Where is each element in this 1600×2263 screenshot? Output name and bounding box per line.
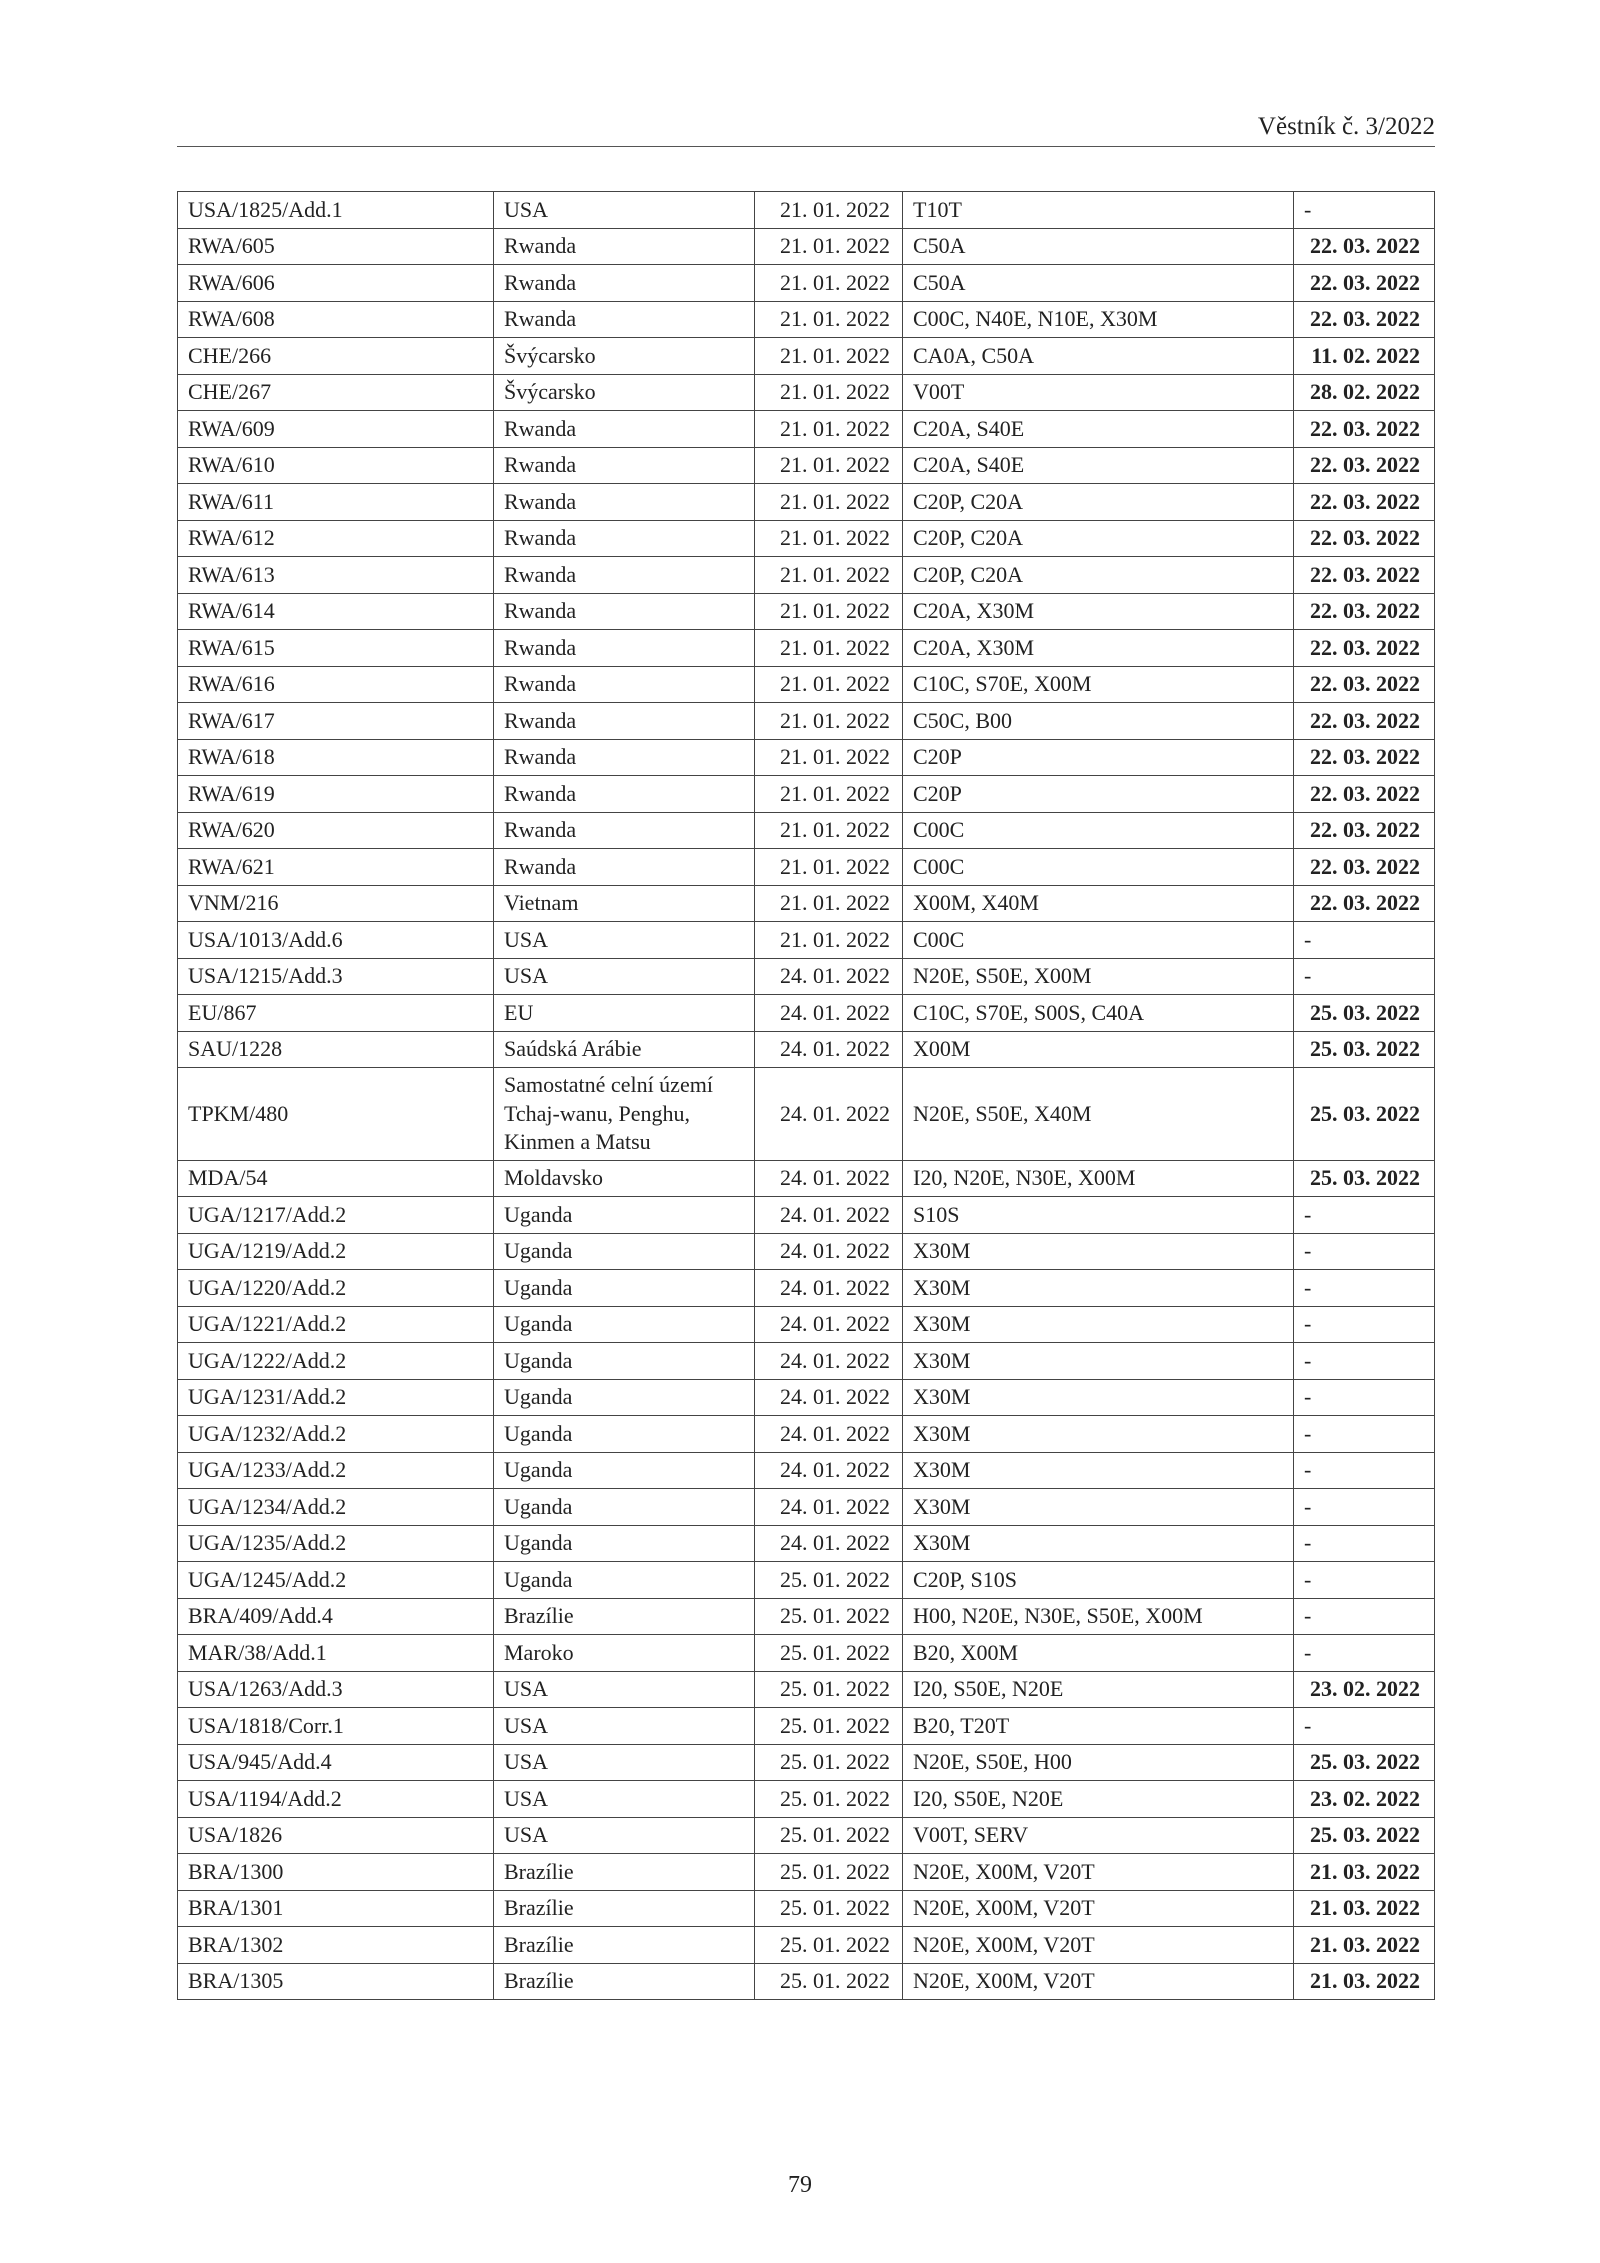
deadline-cell: 22. 03. 2022 (1294, 739, 1435, 776)
document-code-cell: BRA/1305 (178, 1963, 494, 2000)
table-row (178, 411, 1435, 448)
products-cell: N20E, X00M, V20T (903, 1963, 1294, 2000)
document-code-cell: RWA/621 (178, 849, 494, 886)
date-cell: 21. 01. 2022 (755, 228, 903, 265)
date-cell: 24. 01. 2022 (755, 1489, 903, 1526)
member-cell: Brazílie (494, 1963, 755, 2000)
document-code-cell: MAR/38/Add.1 (178, 1635, 494, 1672)
document-code-cell: MDA/54 (178, 1160, 494, 1197)
products-cell: C00C (903, 812, 1294, 849)
deadline-cell: - (1294, 1197, 1435, 1234)
document-code-cell: CHE/266 (178, 338, 494, 375)
date-cell: 25. 01. 2022 (755, 1562, 903, 1599)
table-row (178, 922, 1435, 959)
document-code-cell: UGA/1231/Add.2 (178, 1379, 494, 1416)
table-row (178, 1452, 1435, 1489)
products-cell: I20, N20E, N30E, X00M (903, 1160, 1294, 1197)
table-row (178, 1598, 1435, 1635)
date-cell: 24. 01. 2022 (755, 1270, 903, 1307)
table-row (178, 557, 1435, 594)
date-cell: 25. 01. 2022 (755, 1927, 903, 1964)
products-cell: N20E, X00M, V20T (903, 1890, 1294, 1927)
document-code-cell: RWA/614 (178, 593, 494, 630)
table-row (178, 484, 1435, 521)
member-cell: Brazílie (494, 1598, 755, 1635)
member-cell: Uganda (494, 1416, 755, 1453)
date-cell: 24. 01. 2022 (755, 1416, 903, 1453)
deadline-cell: 22. 03. 2022 (1294, 557, 1435, 594)
date-cell: 21. 01. 2022 (755, 922, 903, 959)
member-cell: USA (494, 922, 755, 959)
document-code-cell: RWA/619 (178, 776, 494, 813)
deadline-cell: - (1294, 1306, 1435, 1343)
table-row (178, 265, 1435, 302)
member-cell: Uganda (494, 1270, 755, 1307)
deadline-cell: 25. 03. 2022 (1294, 1160, 1435, 1197)
document-code-cell: USA/1013/Add.6 (178, 922, 494, 959)
deadline-cell: 21. 03. 2022 (1294, 1890, 1435, 1927)
member-cell: Rwanda (494, 776, 755, 813)
deadline-cell: - (1294, 1452, 1435, 1489)
page-header (177, 112, 1435, 147)
deadline-cell: - (1294, 1635, 1435, 1672)
table-row (178, 849, 1435, 886)
deadline-cell: 22. 03. 2022 (1294, 812, 1435, 849)
date-cell: 24. 01. 2022 (755, 1306, 903, 1343)
deadline-cell: - (1294, 1270, 1435, 1307)
table-row (178, 1270, 1435, 1307)
table-row (178, 1416, 1435, 1453)
deadline-cell: 22. 03. 2022 (1294, 411, 1435, 448)
date-cell: 21. 01. 2022 (755, 630, 903, 667)
member-cell: Rwanda (494, 630, 755, 667)
document-code-cell: RWA/616 (178, 666, 494, 703)
table-row (178, 338, 1435, 375)
member-cell: Uganda (494, 1197, 755, 1234)
date-cell: 24. 01. 2022 (755, 1525, 903, 1562)
date-cell: 21. 01. 2022 (755, 666, 903, 703)
products-cell: I20, S50E, N20E (903, 1671, 1294, 1708)
date-cell: 24. 01. 2022 (755, 1343, 903, 1380)
table-row (178, 1927, 1435, 1964)
member-cell: Švýcarsko (494, 374, 755, 411)
document-code-cell: RWA/609 (178, 411, 494, 448)
products-cell: X30M (903, 1379, 1294, 1416)
products-cell: V00T, SERV (903, 1817, 1294, 1854)
deadline-cell: 22. 03. 2022 (1294, 520, 1435, 557)
date-cell: 21. 01. 2022 (755, 301, 903, 338)
member-cell: EU (494, 995, 755, 1032)
date-cell: 24. 01. 2022 (755, 995, 903, 1032)
date-cell: 21. 01. 2022 (755, 703, 903, 740)
deadline-cell: - (1294, 192, 1435, 229)
document-code-cell: UGA/1235/Add.2 (178, 1525, 494, 1562)
date-cell: 25. 01. 2022 (755, 1635, 903, 1672)
products-cell: C20P, S10S (903, 1562, 1294, 1599)
deadline-cell: - (1294, 1489, 1435, 1526)
table-row (178, 1343, 1435, 1380)
table-row (178, 1068, 1435, 1161)
date-cell: 24. 01. 2022 (755, 1197, 903, 1234)
date-cell: 25. 01. 2022 (755, 1708, 903, 1745)
date-cell: 21. 01. 2022 (755, 812, 903, 849)
products-cell: B20, X00M (903, 1635, 1294, 1672)
date-cell: 24. 01. 2022 (755, 958, 903, 995)
document-code-cell: BRA/1302 (178, 1927, 494, 1964)
date-cell: 21. 01. 2022 (755, 484, 903, 521)
document-code-cell: UGA/1245/Add.2 (178, 1562, 494, 1599)
date-cell: 21. 01. 2022 (755, 374, 903, 411)
page-number: 79 (788, 2172, 812, 2198)
deadline-cell: 22. 03. 2022 (1294, 447, 1435, 484)
date-cell: 21. 01. 2022 (755, 557, 903, 594)
deadline-cell: - (1294, 1416, 1435, 1453)
table-row (178, 703, 1435, 740)
deadline-cell: - (1294, 1562, 1435, 1599)
products-cell: S10S (903, 1197, 1294, 1234)
table-row (178, 885, 1435, 922)
table-row (178, 1031, 1435, 1068)
deadline-cell: - (1294, 958, 1435, 995)
member-cell: Vietnam (494, 885, 755, 922)
table-row (178, 1708, 1435, 1745)
date-cell: 25. 01. 2022 (755, 1598, 903, 1635)
document-code-cell: BRA/1301 (178, 1890, 494, 1927)
table-row (178, 192, 1435, 229)
table-row (178, 1562, 1435, 1599)
document-code-cell: BRA/409/Add.4 (178, 1598, 494, 1635)
products-cell: C20P, C20A (903, 520, 1294, 557)
table-row (178, 812, 1435, 849)
document-code-cell: UGA/1217/Add.2 (178, 1197, 494, 1234)
member-cell: Rwanda (494, 447, 755, 484)
products-cell: C10C, S70E, X00M (903, 666, 1294, 703)
deadline-cell: 25. 03. 2022 (1294, 1744, 1435, 1781)
document-code-cell: USA/1818/Corr.1 (178, 1708, 494, 1745)
table-row (178, 1671, 1435, 1708)
date-cell: 25. 01. 2022 (755, 1671, 903, 1708)
document-code-cell: USA/1826 (178, 1817, 494, 1854)
table-row (178, 1160, 1435, 1197)
date-cell: 21. 01. 2022 (755, 411, 903, 448)
products-cell: C50A (903, 228, 1294, 265)
products-cell: C00C (903, 922, 1294, 959)
member-cell: USA (494, 1671, 755, 1708)
document-code-cell: BRA/1300 (178, 1854, 494, 1891)
document-code-cell: RWA/615 (178, 630, 494, 667)
table-row (178, 374, 1435, 411)
document-code-cell: RWA/610 (178, 447, 494, 484)
deadline-cell: - (1294, 1343, 1435, 1380)
products-cell: N20E, S50E, X40M (903, 1068, 1294, 1161)
deadline-cell: 23. 02. 2022 (1294, 1781, 1435, 1818)
products-cell: C20P, C20A (903, 557, 1294, 594)
member-cell: Moldavsko (494, 1160, 755, 1197)
table-row (178, 1197, 1435, 1234)
member-cell: Uganda (494, 1306, 755, 1343)
table-row (178, 1817, 1435, 1854)
date-cell: 21. 01. 2022 (755, 447, 903, 484)
member-cell: Uganda (494, 1233, 755, 1270)
deadline-cell: 22. 03. 2022 (1294, 776, 1435, 813)
deadline-cell: 22. 03. 2022 (1294, 666, 1435, 703)
deadline-cell: 23. 02. 2022 (1294, 1671, 1435, 1708)
deadline-cell: 22. 03. 2022 (1294, 630, 1435, 667)
document-code-cell: SAU/1228 (178, 1031, 494, 1068)
member-cell: Rwanda (494, 849, 755, 886)
document-code-cell: RWA/617 (178, 703, 494, 740)
date-cell: 21. 01. 2022 (755, 593, 903, 630)
document-code-cell: TPKM/480 (178, 1068, 494, 1161)
member-cell: Brazílie (494, 1927, 755, 1964)
deadline-cell: - (1294, 1598, 1435, 1635)
document-code-cell: UGA/1220/Add.2 (178, 1270, 494, 1307)
products-cell: N20E, X00M, V20T (903, 1927, 1294, 1964)
member-cell: Uganda (494, 1489, 755, 1526)
member-cell: Brazílie (494, 1854, 755, 1891)
deadline-cell: 22. 03. 2022 (1294, 593, 1435, 630)
products-cell: C10C, S70E, S00S, C40A (903, 995, 1294, 1032)
document-code-cell: RWA/612 (178, 520, 494, 557)
products-cell: C00C (903, 849, 1294, 886)
products-cell: X00M, X40M (903, 885, 1294, 922)
member-cell: USA (494, 192, 755, 229)
products-cell: H00, N20E, N30E, S50E, X00M (903, 1598, 1294, 1635)
date-cell: 21. 01. 2022 (755, 776, 903, 813)
member-cell: Samostatné celní území Tchaj-wanu, Penghu, Kinmen a Matsu (494, 1068, 755, 1161)
member-cell: Rwanda (494, 411, 755, 448)
member-cell: Rwanda (494, 228, 755, 265)
member-cell: Rwanda (494, 703, 755, 740)
products-cell: C20A, X30M (903, 630, 1294, 667)
products-cell: X30M (903, 1489, 1294, 1526)
member-cell: Uganda (494, 1379, 755, 1416)
table-row (178, 666, 1435, 703)
products-cell: N20E, S50E, X00M (903, 958, 1294, 995)
date-cell: 25. 01. 2022 (755, 1963, 903, 2000)
table-row (178, 630, 1435, 667)
table-row (178, 1525, 1435, 1562)
table-row (178, 1635, 1435, 1672)
document-code-cell: UGA/1233/Add.2 (178, 1452, 494, 1489)
products-cell: C20P (903, 776, 1294, 813)
document-code-cell: UGA/1221/Add.2 (178, 1306, 494, 1343)
products-cell: X30M (903, 1270, 1294, 1307)
table-row (178, 739, 1435, 776)
member-cell: USA (494, 1781, 755, 1818)
products-cell: C00C, N40E, N10E, X30M (903, 301, 1294, 338)
products-cell: T10T (903, 192, 1294, 229)
date-cell: 25. 01. 2022 (755, 1817, 903, 1854)
document-code-cell: USA/1215/Add.3 (178, 958, 494, 995)
deadline-cell: 21. 03. 2022 (1294, 1963, 1435, 2000)
date-cell: 24. 01. 2022 (755, 1452, 903, 1489)
member-cell: Uganda (494, 1452, 755, 1489)
products-cell: X30M (903, 1343, 1294, 1380)
date-cell: 21. 01. 2022 (755, 265, 903, 302)
member-cell: Rwanda (494, 812, 755, 849)
journal-title: Věstník č. 3/2022 (1257, 113, 1435, 140)
date-cell: 25. 01. 2022 (755, 1781, 903, 1818)
deadline-cell: 22. 03. 2022 (1294, 301, 1435, 338)
products-cell: X30M (903, 1452, 1294, 1489)
document-code-cell: USA/1825/Add.1 (178, 192, 494, 229)
deadline-cell: 25. 03. 2022 (1294, 995, 1435, 1032)
date-cell: 21. 01. 2022 (755, 739, 903, 776)
deadline-cell: 22. 03. 2022 (1294, 484, 1435, 521)
member-cell: Uganda (494, 1343, 755, 1380)
member-cell: Rwanda (494, 593, 755, 630)
member-cell: Uganda (494, 1562, 755, 1599)
table-row (178, 1963, 1435, 2000)
document-code-cell: USA/945/Add.4 (178, 1744, 494, 1781)
products-cell: N20E, S50E, H00 (903, 1744, 1294, 1781)
document-code-cell: RWA/620 (178, 812, 494, 849)
document-code-cell: RWA/605 (178, 228, 494, 265)
member-cell: USA (494, 1817, 755, 1854)
deadline-cell: - (1294, 1233, 1435, 1270)
document-code-cell: UGA/1222/Add.2 (178, 1343, 494, 1380)
member-cell: Uganda (494, 1525, 755, 1562)
table-row (178, 301, 1435, 338)
date-cell: 24. 01. 2022 (755, 1031, 903, 1068)
document-code-cell: UGA/1232/Add.2 (178, 1416, 494, 1453)
deadline-cell: - (1294, 1525, 1435, 1562)
member-cell: Maroko (494, 1635, 755, 1672)
document-code-cell: VNM/216 (178, 885, 494, 922)
table-row (178, 1744, 1435, 1781)
date-cell: 21. 01. 2022 (755, 885, 903, 922)
member-cell: Saúdská Arábie (494, 1031, 755, 1068)
table-row (178, 1379, 1435, 1416)
products-cell: V00T (903, 374, 1294, 411)
table-row (178, 593, 1435, 630)
document-code-cell: UGA/1219/Add.2 (178, 1233, 494, 1270)
date-cell: 24. 01. 2022 (755, 1379, 903, 1416)
products-cell: CA0A, C50A (903, 338, 1294, 375)
document-code-cell: RWA/618 (178, 739, 494, 776)
products-cell: I20, S50E, N20E (903, 1781, 1294, 1818)
table-row (178, 520, 1435, 557)
deadline-cell: 25. 03. 2022 (1294, 1817, 1435, 1854)
date-cell: 25. 01. 2022 (755, 1854, 903, 1891)
products-cell: X30M (903, 1416, 1294, 1453)
date-cell: 24. 01. 2022 (755, 1233, 903, 1270)
deadline-cell: 21. 03. 2022 (1294, 1927, 1435, 1964)
deadline-cell: - (1294, 1708, 1435, 1745)
products-cell: N20E, X00M, V20T (903, 1854, 1294, 1891)
table-row (178, 1233, 1435, 1270)
deadline-cell: - (1294, 1379, 1435, 1416)
member-cell: Rwanda (494, 739, 755, 776)
deadline-cell: 22. 03. 2022 (1294, 703, 1435, 740)
deadline-cell: - (1294, 922, 1435, 959)
table-row (178, 1781, 1435, 1818)
deadline-cell: 21. 03. 2022 (1294, 1854, 1435, 1891)
products-cell: X00M (903, 1031, 1294, 1068)
notifications-table (177, 191, 1435, 2000)
date-cell: 21. 01. 2022 (755, 849, 903, 886)
deadline-cell: 22. 03. 2022 (1294, 228, 1435, 265)
date-cell: 21. 01. 2022 (755, 338, 903, 375)
date-cell: 21. 01. 2022 (755, 192, 903, 229)
document-code-cell: RWA/608 (178, 301, 494, 338)
table-row (178, 776, 1435, 813)
member-cell: Rwanda (494, 484, 755, 521)
document-code-cell: USA/1194/Add.2 (178, 1781, 494, 1818)
table-row (178, 995, 1435, 1032)
deadline-cell: 22. 03. 2022 (1294, 849, 1435, 886)
member-cell: Rwanda (494, 666, 755, 703)
table-row (178, 228, 1435, 265)
member-cell: Rwanda (494, 301, 755, 338)
document-code-cell: CHE/267 (178, 374, 494, 411)
products-cell: C50A (903, 265, 1294, 302)
document-code-cell: USA/1263/Add.3 (178, 1671, 494, 1708)
products-cell: C50C, B00 (903, 703, 1294, 740)
member-cell: USA (494, 1708, 755, 1745)
products-cell: C20P (903, 739, 1294, 776)
member-cell: Švýcarsko (494, 338, 755, 375)
member-cell: Rwanda (494, 265, 755, 302)
member-cell: USA (494, 1744, 755, 1781)
date-cell: 25. 01. 2022 (755, 1890, 903, 1927)
document-code-cell: RWA/606 (178, 265, 494, 302)
table-row (178, 1306, 1435, 1343)
deadline-cell: 11. 02. 2022 (1294, 338, 1435, 375)
date-cell: 21. 01. 2022 (755, 520, 903, 557)
table-row (178, 447, 1435, 484)
document-code-cell: RWA/613 (178, 557, 494, 594)
products-cell: C20A, S40E (903, 411, 1294, 448)
table-row (178, 958, 1435, 995)
member-cell: Rwanda (494, 520, 755, 557)
date-cell: 25. 01. 2022 (755, 1744, 903, 1781)
products-cell: C20A, S40E (903, 447, 1294, 484)
deadline-cell: 22. 03. 2022 (1294, 885, 1435, 922)
member-cell: USA (494, 958, 755, 995)
date-cell: 24. 01. 2022 (755, 1160, 903, 1197)
products-cell: X30M (903, 1306, 1294, 1343)
member-cell: Rwanda (494, 557, 755, 594)
deadline-cell: 28. 02. 2022 (1294, 374, 1435, 411)
deadline-cell: 25. 03. 2022 (1294, 1068, 1435, 1161)
products-cell: B20, T20T (903, 1708, 1294, 1745)
deadline-cell: 22. 03. 2022 (1294, 265, 1435, 302)
document-code-cell: RWA/611 (178, 484, 494, 521)
table-body (178, 192, 1435, 2000)
products-cell: X30M (903, 1233, 1294, 1270)
document-code-cell: UGA/1234/Add.2 (178, 1489, 494, 1526)
table-row (178, 1854, 1435, 1891)
document-code-cell: EU/867 (178, 995, 494, 1032)
products-cell: C20P, C20A (903, 484, 1294, 521)
products-cell: C20A, X30M (903, 593, 1294, 630)
products-cell: X30M (903, 1525, 1294, 1562)
deadline-cell: 25. 03. 2022 (1294, 1031, 1435, 1068)
member-cell: Brazílie (494, 1890, 755, 1927)
table-row (178, 1489, 1435, 1526)
table-row (178, 1890, 1435, 1927)
date-cell: 24. 01. 2022 (755, 1068, 903, 1161)
